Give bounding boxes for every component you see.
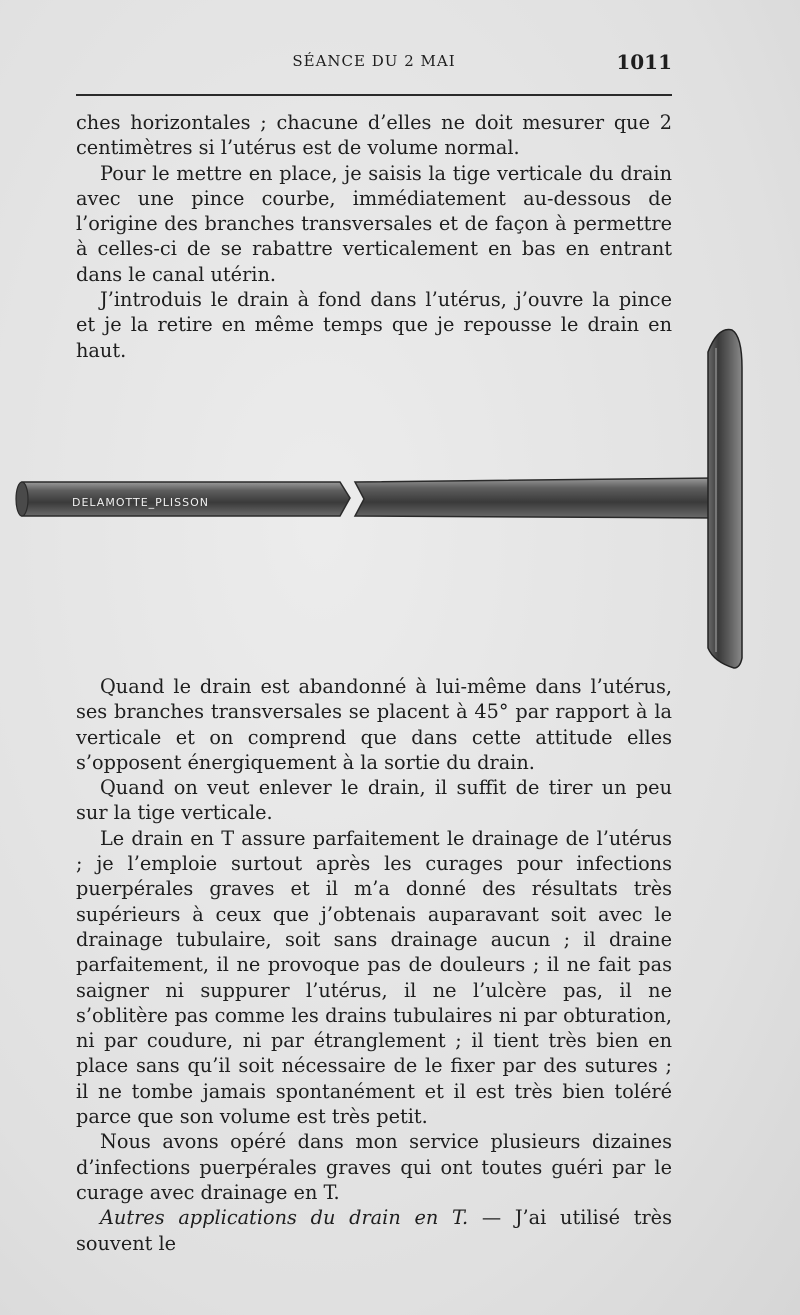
paragraph: Nous avons opéré dans mon service plusieurs dizaines d’infections puerpérales graves qui ont toutes guéri par le curage avec drainage en T. — [76, 1130, 672, 1204]
paragraph: Pour le mettre en place, je saisis la tige verticale du drain avec une pince courbe, immédiatement au-dessous de l’origine des branches transversales et de façon à permettre à celles-ci de se rabattre verticalement en bas en entrant dans le canal utérin. — [76, 161, 672, 286]
paragraph: Quand on veut enlever le drain, il suffit de tirer un peu sur la tige verticale. — [76, 776, 672, 825]
header-rule — [76, 94, 672, 96]
page-number: 1011 — [616, 50, 672, 74]
page-header — [76, 52, 672, 80]
text-block-bottom — [76, 674, 672, 1256]
section-lead-rest: — J’ai utilisé très souvent le — [76, 1206, 672, 1255]
paragraph: Le drain en T assure parfaitement le drainage de l’utérus ; je l’emploie surtout après les curages pour infections puerpérales graves et il m’a donné des résultats très supérieurs à ceux que j’obtenais auparavant soit avec le drainage tubulaire, soit sans drainage aucun ; il draine parfaitement, il ne provoque pas de douleurs ; il ne fait pas saigner ni suppurer l’utérus, il ne l’ulcère pas, il ne s’oblitère pas comme les drains tubulaires ni par obturation, ni par coudure, ni par étranglement ; il tient très bien en place sans qu’il soit nécessaire de le fixer par des sutures ; il ne tombe jamais spontanément et il est très bien toléré parce que son volume est très petit. — [76, 826, 672, 1129]
running-title: SÉANCE DU 2 MAI — [292, 52, 456, 70]
paragraph: J’introduis le drain à fond dans l’utérus, j’ouvre la pince et je la retire en même temps que je repousse le drain en haut. — [76, 288, 672, 362]
paragraph: Quand le drain est abandonné à lui-même dans l’utérus, ses branches transversales se placent à 45° par rapport à la verticale et on comprend que dans cette attitude elles s’opposent énergiquement à la sortie du drain. — [76, 675, 672, 774]
t-drain-figure — [0, 318, 800, 678]
paragraph-continuation: ches horizontales ; chacune d’elles ne doit mesurer que 2 centimètres si l’utérus est de volume normal. — [76, 111, 672, 160]
maker-stamp: DELAMOTTE_PLISSON — [72, 496, 210, 509]
section-lead-italic: Autres applications du drain en T. — [100, 1206, 469, 1230]
paragraph-last — [76, 1205, 672, 1256]
